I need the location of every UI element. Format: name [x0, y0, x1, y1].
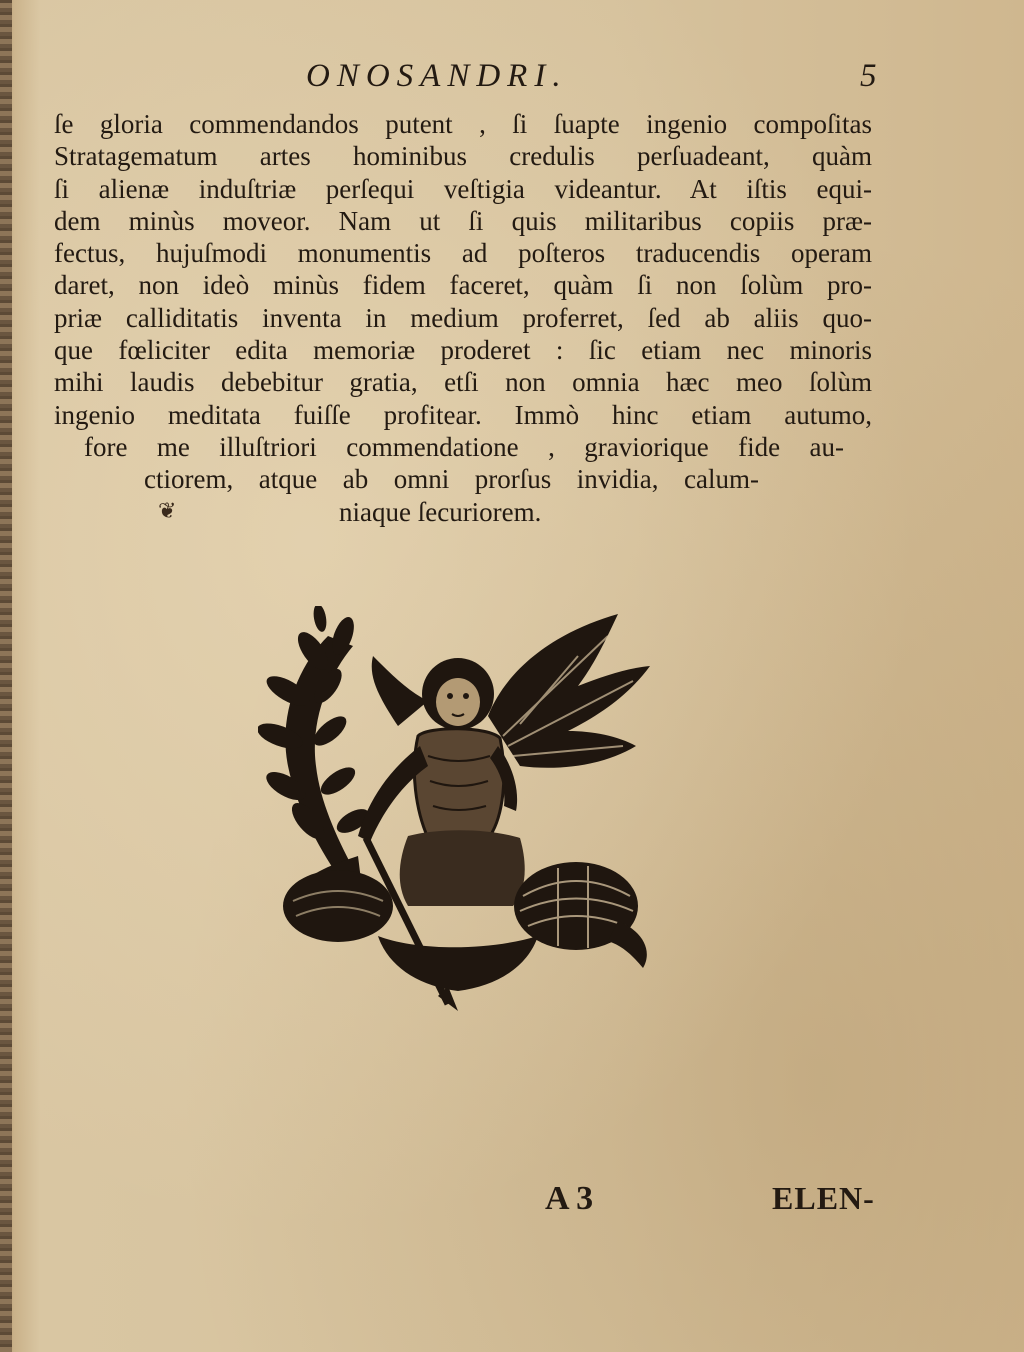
- text-line: fore me illuſtriori commendatione , graviorique fide au-: [84, 431, 844, 462]
- text-line: ſi alienæ induſtriæ perſequi veſtigia videantur. At iſtis equi-: [54, 173, 872, 204]
- text-line: que fœliciter edita memoriæ proderet : ſic etiam nec minoris: [54, 335, 872, 366]
- catchword: ELEN-: [772, 1180, 875, 1216]
- text-line: niaque ſecuriorem.: [339, 496, 542, 527]
- body-paragraph: [54, 108, 872, 528]
- fleuron-icon: ❦: [158, 498, 177, 523]
- text-line: mihi laudis debebitur gratia, etſi non omnia hæc meo ſolùm: [54, 367, 872, 398]
- winged-cherub-woodcut-icon: [258, 606, 658, 1018]
- text-line: Stratagematum artes hominibus credulis perſuadeant, quàm: [54, 141, 872, 172]
- signature-mark: A 3: [545, 1180, 594, 1217]
- text-line: ſe gloria commendandos putent , ſi ſuapte ingenio compoſitas: [54, 109, 872, 139]
- text-line: daret, non ideò minùs fidem faceret, quàm ſi non ſolùm pro-: [54, 270, 872, 301]
- text-line: priæ calliditatis inventa in medium proferret, ſed ab aliis quo-: [54, 302, 872, 333]
- text-line: ctiorem, atque ab omni prorſus invidia, calum-: [144, 464, 759, 495]
- text-line: ingenio meditata fuiſſe profitear. Immò hinc etiam autumo,: [54, 399, 872, 430]
- running-title: ONOSANDRI.: [306, 58, 568, 94]
- text-line: fectus, hujuſmodi monumentis ad poſteros traducendis operam: [54, 238, 872, 269]
- page-number: 5: [860, 58, 877, 94]
- binding-gutter: [0, 0, 12, 1352]
- text-line: dem minùs moveor. Nam ut ſi quis militaribus copiis præ-: [54, 205, 872, 236]
